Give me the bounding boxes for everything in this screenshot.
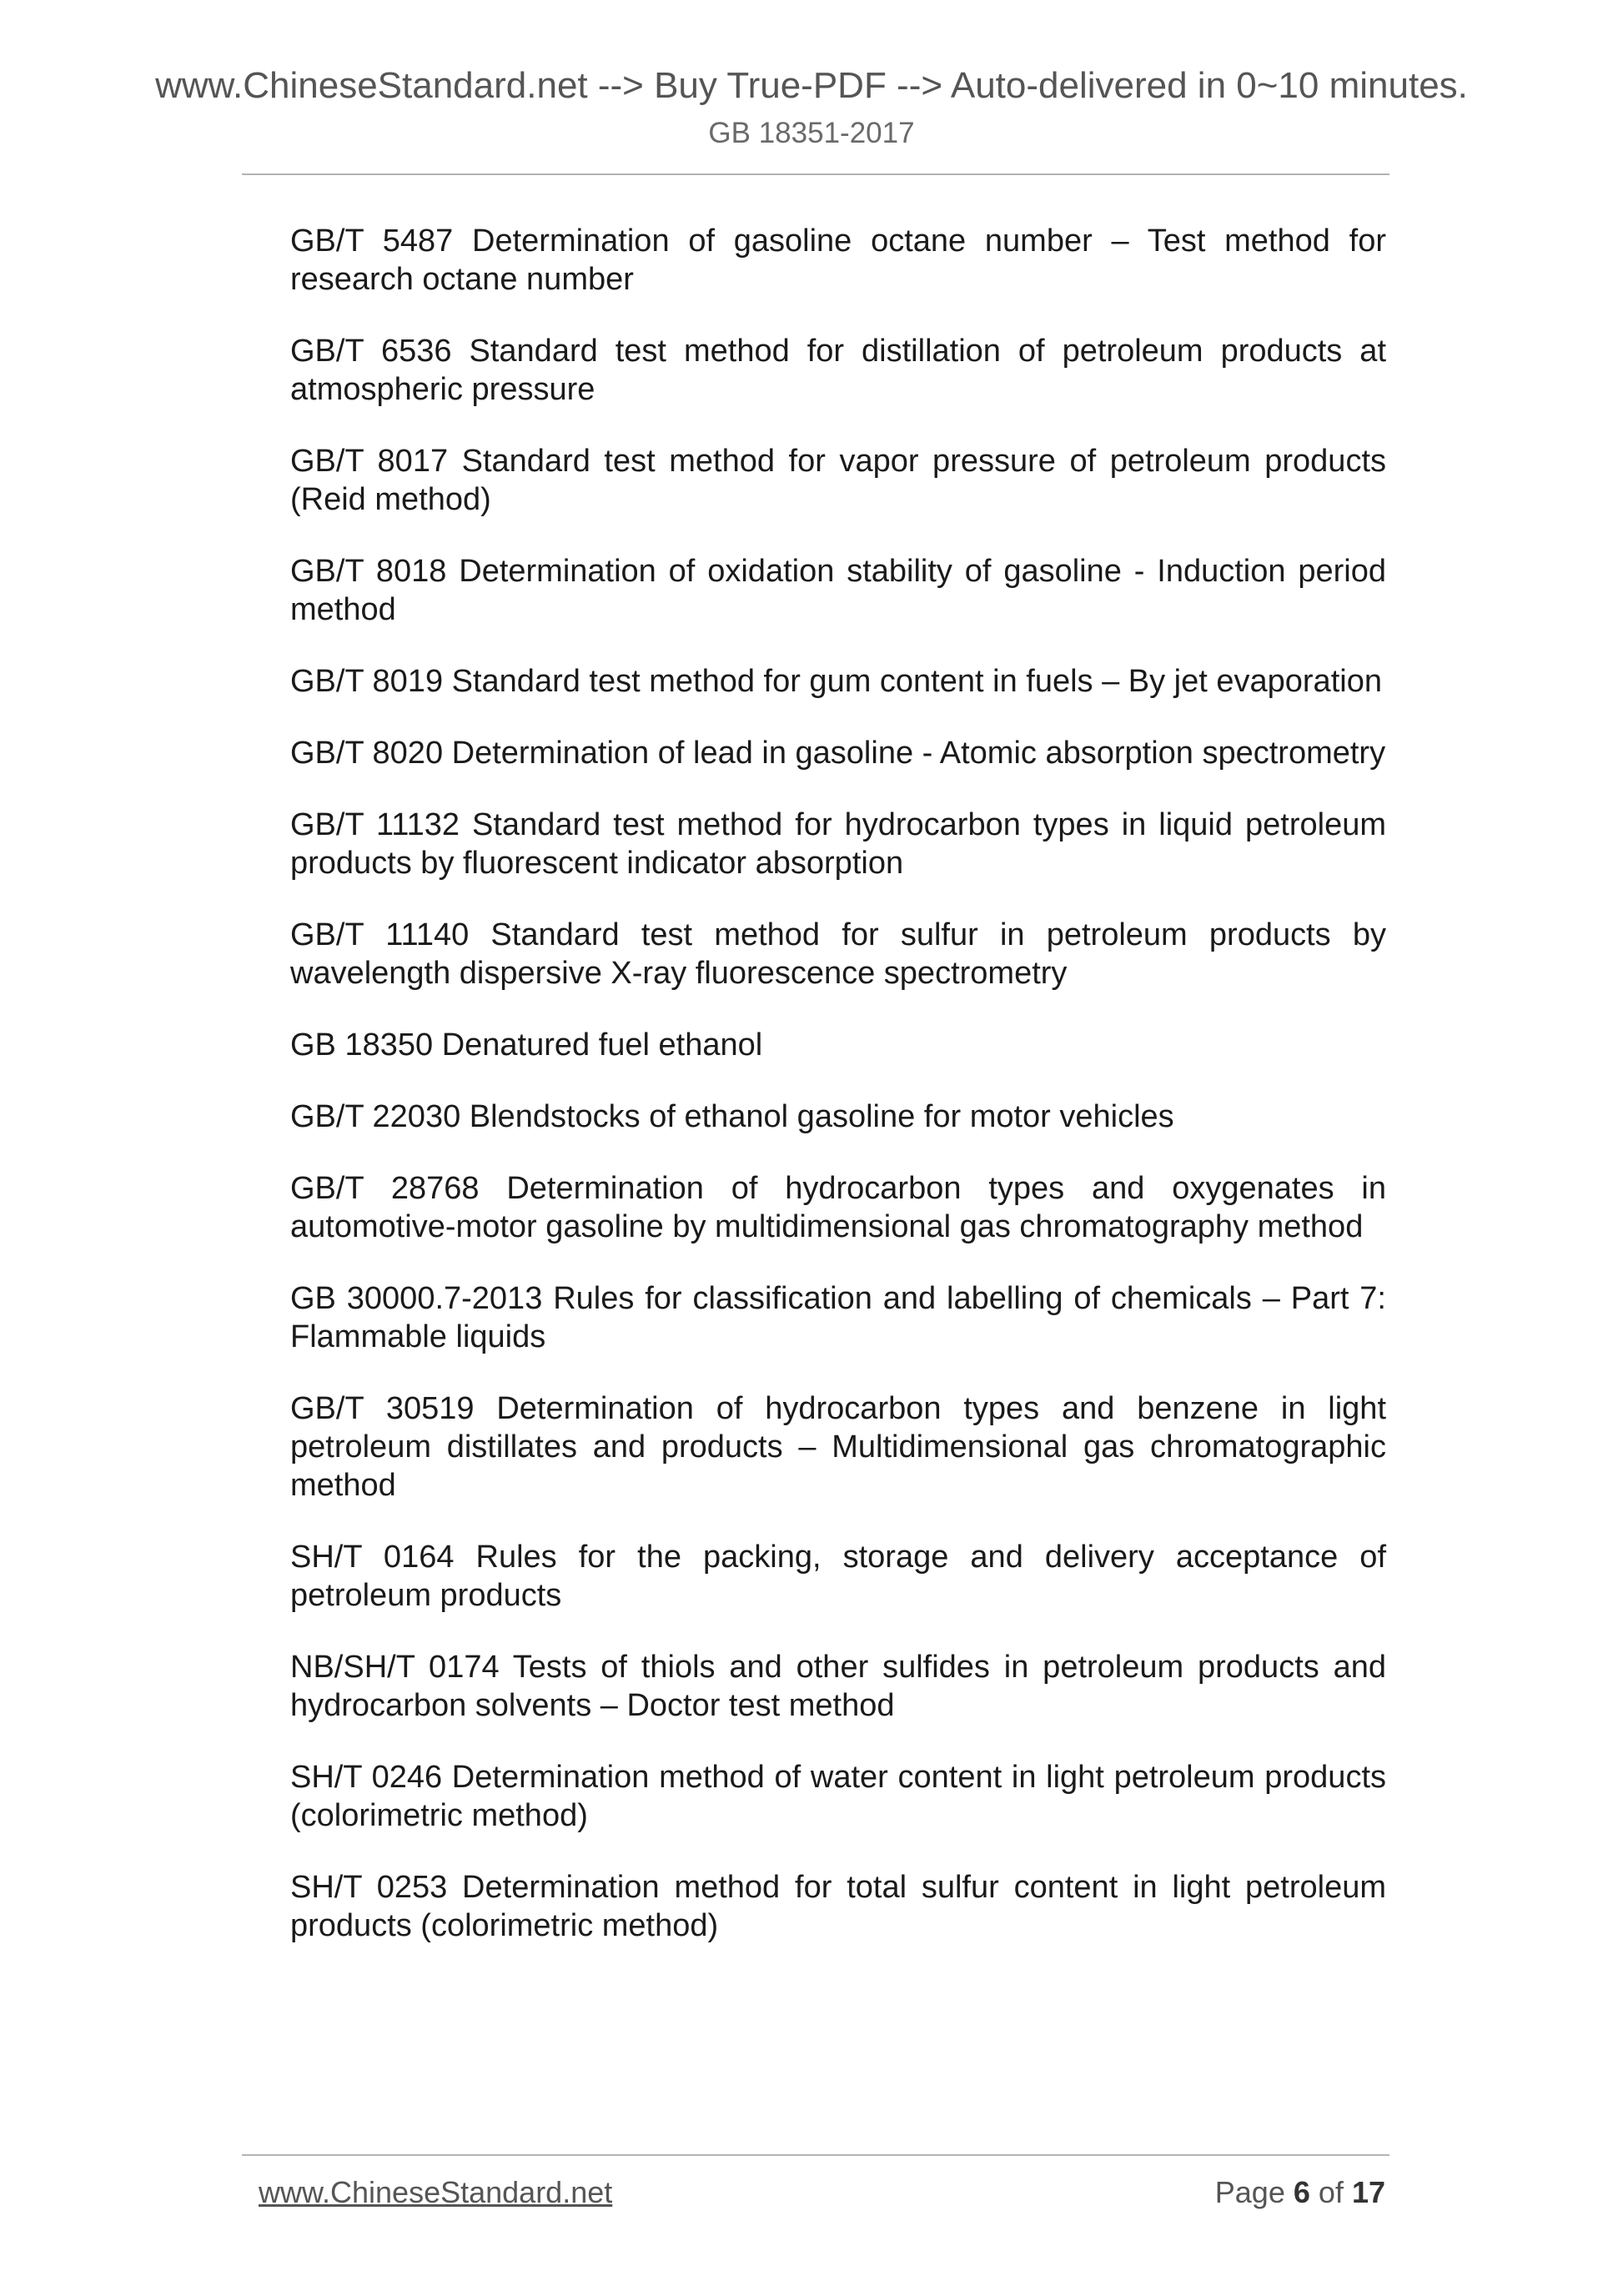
header-divider	[242, 173, 1389, 175]
reference-item: SH/T 0253 Determination method for total sulfur content in light petroleum products (colorimetric method)	[290, 1870, 1386, 1943]
reference-item: SH/T 0246 Determination method of water content in light petroleum products (colorimetric method)	[290, 1760, 1386, 1833]
reference-item: NB/SH/T 0174 Tests of thiols and other sulfides in petroleum products and hydrocarbon solvents – Doctor test method	[290, 1650, 1386, 1723]
reference-item: GB/T 8019 Standard test method for gum content in fuels – By jet evaporation	[290, 664, 1382, 699]
standard-id: GB 18351-2017	[708, 117, 915, 149]
total-pages-number: 17	[1351, 2175, 1385, 2209]
header-banner: www.ChineseStandard.net --> Buy True-PDF --> Auto-delivered in 0~10 minutes.	[155, 65, 1468, 106]
reference-list	[290, 222, 1386, 1978]
page-label: Page	[1214, 2175, 1285, 2209]
reference-item: GB 18350 Denatured fuel ethanol	[290, 1027, 763, 1063]
reference-item: GB/T 11140 Standard test method for sulfur in petroleum products by wavelength dispersive X-ray fluorescence spectrometry	[290, 917, 1386, 991]
reference-item: SH/T 0164 Rules for the packing, storage and delivery acceptance of petroleum products	[290, 1540, 1386, 1613]
reference-item: GB/T 8017 Standard test method for vapor pressure of petroleum products (Reid method)	[290, 444, 1386, 517]
reference-item: GB/T 28768 Determination of hydrocarbon types and oxygenates in automotive-motor gasoline by multidimensional gas chromatography method	[290, 1171, 1386, 1244]
footer-site-link[interactable]: www.ChineseStandard.net	[259, 2175, 613, 2209]
reference-item: GB/T 11132 Standard test method for hydrocarbon types in liquid petroleum products by fluorescent indicator absorption	[290, 807, 1386, 881]
reference-item: GB/T 8018 Determination of oxidation stability of gasoline - Induction period method	[290, 554, 1386, 627]
reference-item: GB/T 6536 Standard test method for distillation of petroleum products at atmospheric pressure	[290, 334, 1386, 407]
reference-item: GB/T 8020 Determination of lead in gasoline - Atomic absorption spectrometry	[290, 736, 1386, 771]
footer-divider	[242, 2154, 1389, 2156]
page-of-label: of	[1318, 2175, 1344, 2209]
reference-item: GB/T 30519 Determination of hydrocarbon types and benzene in light petroleum distillates and products – Multidimensional gas chromatographic method	[290, 1391, 1386, 1503]
reference-item: GB/T 22030 Blendstocks of ethanol gasoline for motor vehicles	[290, 1099, 1174, 1134]
reference-item: GB 30000.7-2013 Rules for classification and labelling of chemicals – Part 7: Flammable liquids	[290, 1281, 1386, 1354]
reference-item: GB/T 5487 Determination of gasoline octane number – Test method for research octane number	[290, 224, 1386, 297]
page-indicator	[1215, 2175, 1385, 2210]
current-page-number: 6	[1293, 2175, 1310, 2209]
